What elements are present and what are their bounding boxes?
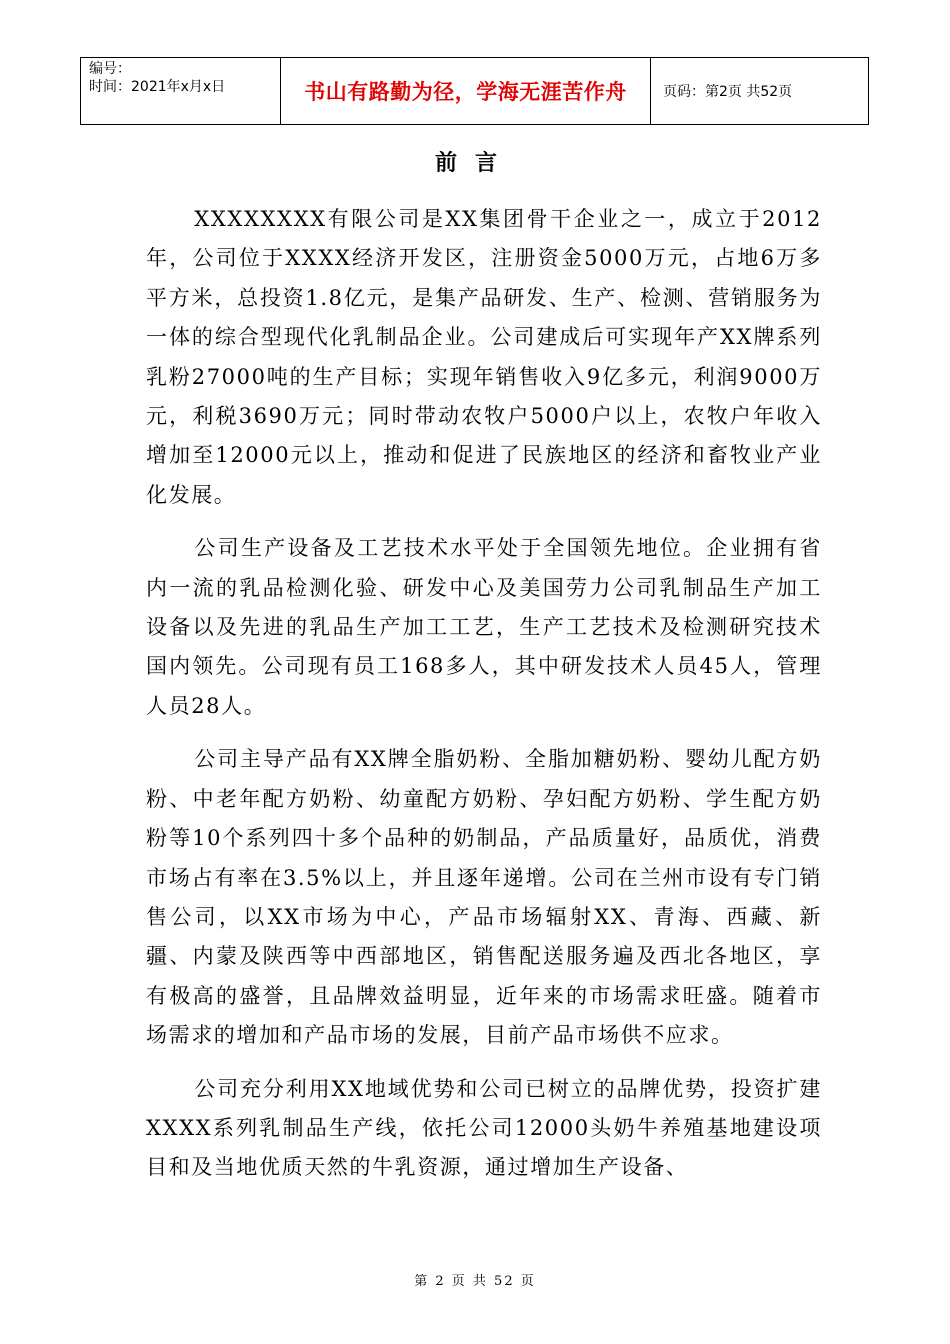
- document-header: [80, 57, 869, 125]
- paragraph-1: XXXXXXXX有限公司是XX集团骨干企业之一，成立于2012年，公司位于XXXX经济开发区，注册资金5000万元，占地6万多平方米，总投资1.8亿元，是集产品研发、生产、检测、营销服务为一体的综合型现代化乳制品企业。公司建成后可实现年产XX牌系列乳粉27000吨的生产目标；实现年销售收入9亿多元，利润9000万元，利税3690万元；同时带动农牧户5000户以上，农牧户年收入增加至12000元以上，推动和促进了民族地区的经济和畜牧业产业化发展。: [146, 207, 822, 507]
- document-number-label: 编号：: [89, 61, 131, 77]
- paragraph-4: 公司充分利用XX地域优势和公司已树立的品牌优势，投资扩建XXXX系列乳制品生产线，依托公司12000头奶牛养殖基地建设项目和及当地优质天然的牛乳资源，通过增加生产设备、: [146, 1076, 822, 1180]
- document-title: 前言: [434, 151, 515, 176]
- header-meta-cell: [81, 58, 281, 124]
- document-body: [146, 200, 822, 1202]
- document-date: 时间：2021年x月x日: [89, 79, 226, 95]
- paragraph-3: 公司主导产品有XX牌全脂奶粉、全脂加糖奶粉、婴幼儿配方奶粉、中老年配方奶粉、幼童配方奶粉、孕妇配方奶粉、学生配方奶粉等10个系列四十多个品种的奶制品，产品质量好，品质优，消费市场占有率在3.5%以上，并且逐年递增。公司在兰州市设有专门销售公司，以XX市场为中心，产品市场辐射XX、青海、西藏、新疆、内蒙及陕西等中西部地区，销售配送服务遍及西北各地区，享有极高的盛誉，且品牌效益明显，近年来的市场需求旺盛。随着市场需求的增加和产品市场的发展，目前产品市场供不应求。: [146, 747, 822, 1048]
- page-footer: 第 2 页 共 52 页: [414, 1274, 536, 1289]
- header-motto: 书山有路勤为径，学海无涯苦作舟: [281, 58, 651, 124]
- header-page-info: 页码：第2页 共52页: [663, 84, 793, 100]
- paragraph-2: 公司生产设备及工艺技术水平处于全国领先地位。企业拥有省内一流的乳品检测化验、研发中心及美国劳力公司乳制品生产加工设备以及先进的乳品生产加工工艺，生产工艺技术及检测研究技术国内领先。公司现有员工168多人，其中研发技术人员45人，管理人员28人。: [146, 536, 822, 718]
